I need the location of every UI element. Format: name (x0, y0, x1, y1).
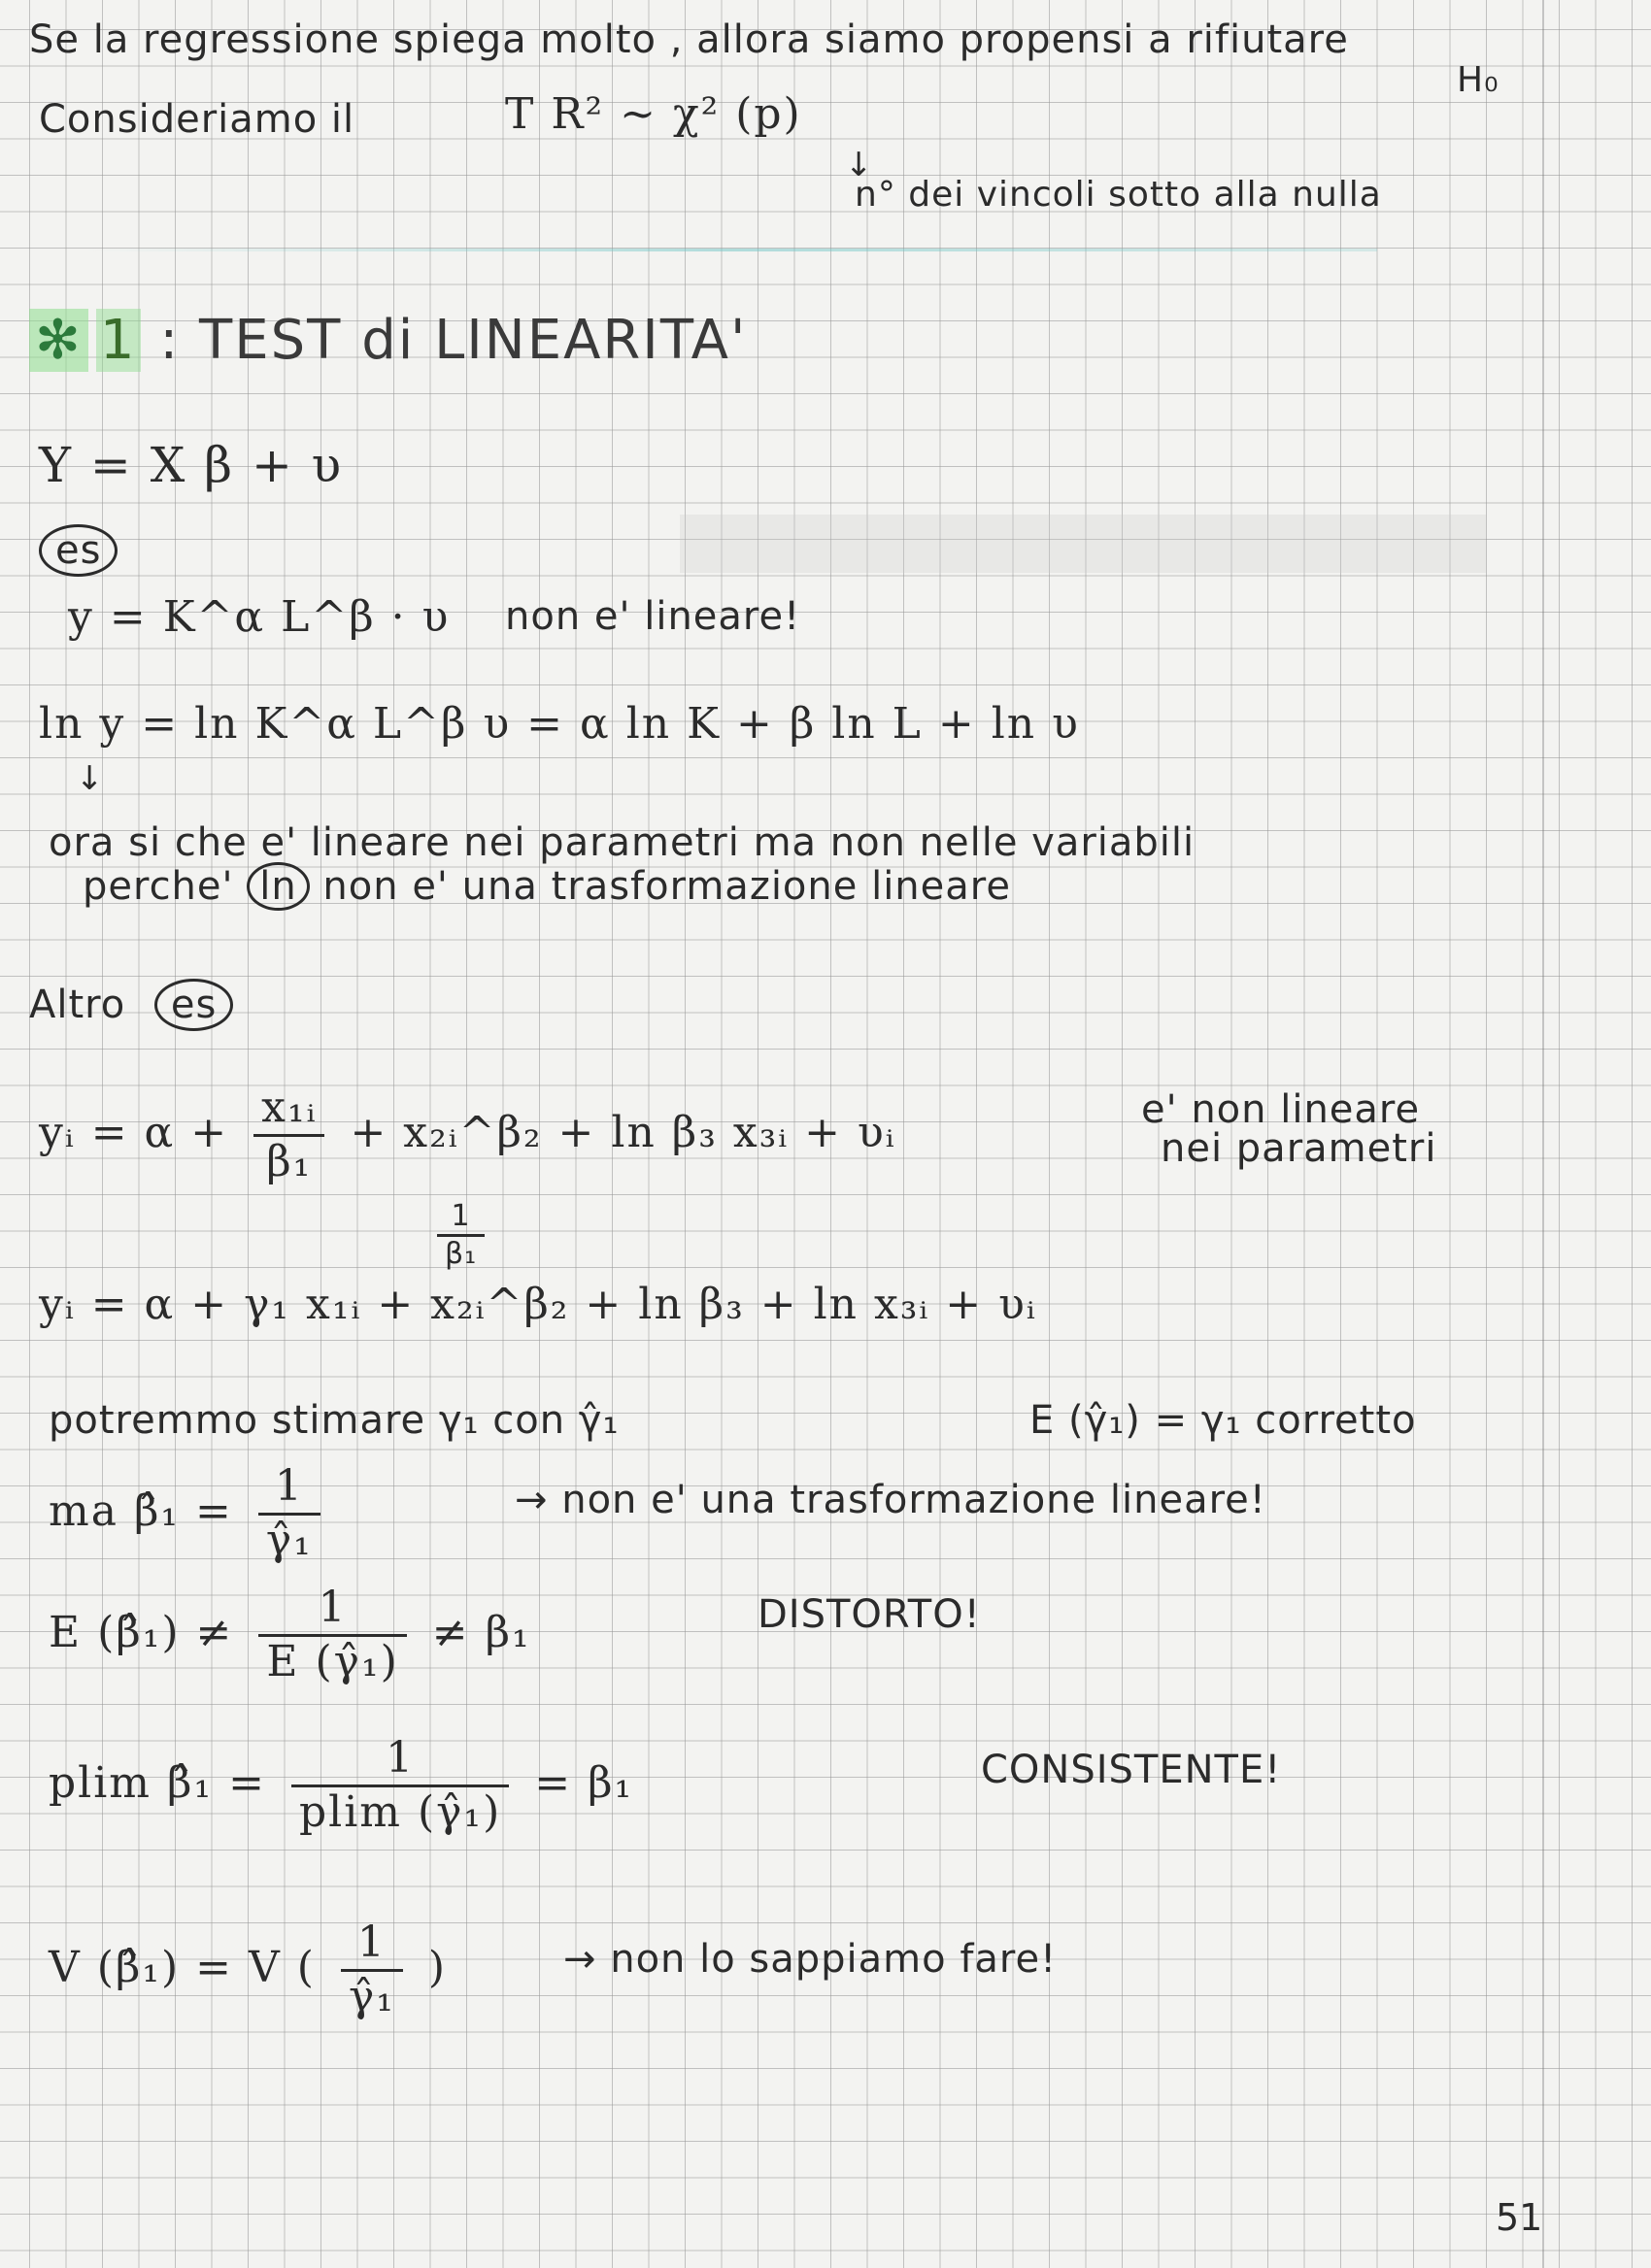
v-part-b: ) (427, 1942, 448, 1992)
e-numerator: 1 (258, 1583, 406, 1637)
log-formula: ln y = ln K^α L^β υ = α ln K + β ln L + ln υ (39, 699, 1080, 749)
section-divider (85, 249, 1377, 251)
plim-equation (49, 1733, 633, 1839)
section-number: 1 (96, 309, 141, 372)
text-line-2: Consideriamo il (39, 97, 355, 142)
eq2-part-a: yᵢ = α + (39, 1107, 229, 1157)
reparametrized-equation: yᵢ = α + γ₁ x₁ᵢ + x₂ᵢ^β₂ + ln β₃ + ln x₃ᵢ + υᵢ (39, 1280, 1037, 1329)
page-number: 51 (1496, 2196, 1543, 2239)
eq2-part-b: + x₂ᵢ^β₂ + ln β₃ x₃ᵢ + υᵢ (350, 1107, 896, 1157)
arrow-down-icon-2: ↓ (76, 759, 104, 798)
e-fraction (258, 1583, 406, 1688)
expectation-equation (49, 1583, 531, 1688)
ma-part-a: ma β̂₁ = (49, 1485, 233, 1536)
e-denominator: E (γ̂₁) (266, 1636, 399, 1686)
plim-part-a: plim β̂₁ = (49, 1757, 266, 1808)
section-title-text: : TEST di LINEARITA' (159, 309, 748, 372)
ora-line-2-a: perche' (83, 864, 234, 909)
example-label: es (39, 524, 118, 577)
correct-estimator: E (γ̂₁) = γ₁ corretto (1029, 1398, 1417, 1443)
gamma-numerator: 1 (437, 1199, 485, 1237)
variance-comment: → non lo sappiamo fare! (563, 1937, 1058, 1982)
plim-part-b: = β₁ (534, 1757, 634, 1808)
e-part-b: ≠ β₁ (431, 1607, 531, 1657)
h0-note: H₀ (1457, 60, 1499, 100)
potremmo-line: potremmo stimare γ₁ con γ̂₁ (49, 1398, 620, 1443)
gamma-fraction (437, 1199, 485, 1272)
example-badge (39, 524, 118, 577)
page-margin-line (1542, 0, 1544, 2268)
ora-line-2-b: non e' una trasformazione lineare (322, 864, 1011, 909)
constraints-note: n° dei vincoli sotto alla nulla (855, 175, 1382, 215)
variance-equation (49, 1918, 447, 2023)
ma-numerator: 1 (258, 1461, 320, 1516)
consistente-label: CONSISTENTE! (981, 1748, 1282, 1792)
ln-circled: ln (247, 862, 309, 911)
eq2-comment-1: e' non lineare (1141, 1087, 1421, 1132)
altro-label: Altro (29, 983, 126, 1027)
ma-fraction (258, 1461, 320, 1567)
ma-denominator: γ̂₁ (265, 1515, 313, 1565)
arrow-down-icon: ↓ (845, 146, 873, 184)
cobb-douglas-formula: y = K^α L^β · υ (68, 592, 451, 642)
plim-numerator: 1 (291, 1733, 509, 1787)
e-part-a: E (β̂₁) ≠ (49, 1607, 234, 1657)
scan-artifact (680, 515, 1486, 573)
ma-comment: → non e' una trasformazione lineare! (515, 1478, 1266, 1522)
v-numerator: 1 (341, 1918, 403, 1972)
altro-line (29, 979, 233, 1031)
plim-fraction (291, 1733, 509, 1839)
ora-line-2 (83, 862, 1011, 911)
nonlinear-equation (39, 1083, 896, 1188)
v-denominator: γ̂₁ (348, 1971, 395, 2021)
chi-square-formula: T R² ~ χ² (p) (505, 89, 802, 139)
eq2-comment-2: nei parametri (1161, 1126, 1437, 1171)
asterisk-icon: ✻ (29, 309, 88, 372)
eq2-fraction (253, 1083, 324, 1188)
eq2-denominator: β₁ (266, 1136, 313, 1186)
gamma-definition (427, 1199, 494, 1272)
distorto-label: DISTORTO! (758, 1592, 981, 1637)
altro-example-label: es (154, 979, 233, 1031)
linear-model: Y = X β + υ (39, 437, 344, 493)
beta-hat-equation (49, 1461, 330, 1567)
v-fraction (341, 1918, 403, 2023)
gamma-denominator: β₁ (445, 1237, 478, 1271)
v-part-a: V (β̂₁) = V ( (49, 1942, 316, 1992)
text-line-1: Se la regressione spiega molto , allora siamo propensi a rifiutare (29, 17, 1349, 62)
plim-denominator: plim (γ̂₁) (298, 1786, 502, 1837)
eq2-numerator: x₁ᵢ (253, 1083, 324, 1137)
nonlinear-comment: non e' lineare! (505, 594, 801, 639)
section-title (29, 309, 747, 372)
ora-line-1: ora si che e' lineare nei parametri ma non nelle variabili (49, 820, 1196, 865)
